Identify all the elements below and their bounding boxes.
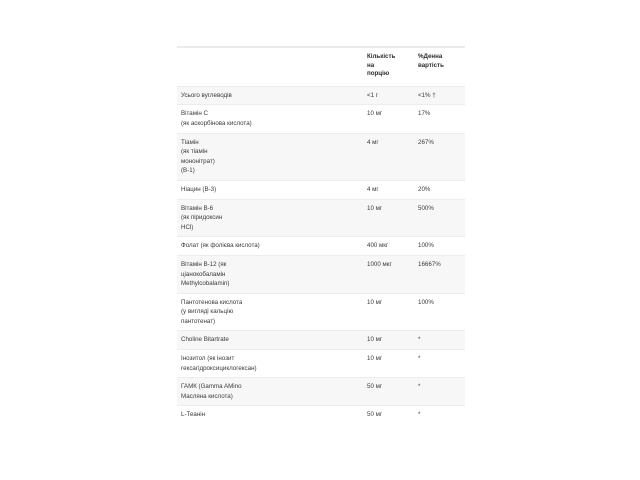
- nutrient-name-line: Ніацин (B-3): [181, 185, 217, 193]
- table-row: [177, 406, 465, 424]
- nutrient-name-line: L-Теанін: [181, 411, 206, 419]
- nutrient-name-line: Усього вуглеводів: [181, 91, 232, 99]
- table-body: [177, 86, 465, 424]
- nutrient-name-cell: [177, 199, 363, 237]
- nutrient-name-line: Фолат (як фолієва кислота): [181, 242, 260, 250]
- nutrient-name-lines: [181, 204, 360, 233]
- nutrient-name-line: (у вигляді кальцію: [181, 308, 234, 316]
- amount-per-serving-cell: 10 мг: [363, 293, 414, 331]
- column-header-amount-line: Кількість: [367, 53, 396, 60]
- table-row: [177, 331, 465, 350]
- nutrient-name-lines: [181, 138, 360, 176]
- daily-value-cell: 17%: [414, 105, 465, 133]
- nutrient-name-line: (як аскорбінова кислота): [181, 119, 252, 127]
- nutrient-name-line: (як тіамін: [181, 148, 208, 156]
- nutrient-name-cell: [177, 105, 363, 133]
- amount-per-serving-cell: 4 мг: [363, 133, 414, 180]
- amount-per-serving-cell: 10 мг: [363, 331, 414, 350]
- amount-per-serving-cell: 1000 мкг: [363, 255, 414, 293]
- table-row: [177, 133, 465, 180]
- amount-per-serving-cell: <1 г: [363, 86, 414, 105]
- amount-per-serving-cell: 10 мг: [363, 105, 414, 133]
- nutrient-name-cell: [177, 378, 363, 406]
- table-row: [177, 293, 465, 331]
- nutrient-name-line: Інозитол (як інозит: [181, 355, 235, 363]
- nutrient-name-line: Methylcobalamin): [181, 280, 230, 288]
- nutrient-name-line: Вітамін B-6: [181, 204, 214, 212]
- nutrient-name-cell: [177, 406, 363, 424]
- table-header: [177, 47, 465, 86]
- table-row: [177, 180, 465, 199]
- nutrient-name-line: ГАМК (Gamma AMino: [181, 383, 242, 391]
- nutrient-name-cell: [177, 255, 363, 293]
- supplement-facts-table: [177, 46, 465, 424]
- table-row: [177, 86, 465, 105]
- daily-value-cell: *: [414, 350, 465, 378]
- nutrient-name-line: ціанокобаламін: [181, 270, 226, 278]
- nutrient-name-cell: [177, 86, 363, 105]
- nutrient-name-lines: [181, 91, 360, 101]
- nutrient-name-cell: [177, 133, 363, 180]
- nutrient-name-line: гексагідроксициклогексан): [181, 364, 257, 372]
- nutrient-name-lines: [181, 109, 360, 128]
- column-header-daily-value: [414, 47, 465, 86]
- column-header-amount-lines: [367, 53, 411, 79]
- daily-value-cell: 16667%: [414, 255, 465, 293]
- nutrient-name-line: HCl): [181, 223, 194, 231]
- column-header-dv-line: %Денна: [418, 53, 443, 60]
- table-row: [177, 255, 465, 293]
- nutrient-name-lines: [181, 185, 360, 195]
- nutrient-name-line: (як піридоксин: [181, 214, 223, 222]
- daily-value-cell: 100%: [414, 293, 465, 331]
- nutrient-name-line: Choline Bitartrate: [181, 336, 229, 344]
- nutrient-name-line: Тіамін: [181, 138, 199, 146]
- column-header-amount-line: на: [367, 61, 375, 69]
- nutrient-name-lines: [181, 298, 360, 327]
- nutrient-name-line: мононітрат): [181, 157, 215, 165]
- nutrient-name-line: Вітамін С: [181, 110, 208, 118]
- amount-per-serving-cell: 50 мг: [363, 378, 414, 406]
- daily-value-cell: <1% †: [414, 86, 465, 105]
- table-row: [177, 199, 465, 237]
- column-header-dv-line: вартість: [418, 61, 444, 69]
- nutrient-name-cell: [177, 180, 363, 199]
- amount-per-serving-cell: 400 мкг: [363, 237, 414, 256]
- nutrient-name-line: пантотенат): [181, 317, 216, 325]
- column-header-nutrient: [177, 47, 363, 86]
- daily-value-cell: *: [414, 378, 465, 406]
- nutrient-name-lines: [181, 335, 360, 345]
- daily-value-cell: 20%: [414, 180, 465, 199]
- column-header-dv-lines: [418, 53, 462, 70]
- column-header-amount-line: порцію: [367, 70, 390, 78]
- nutrient-name-lines: [181, 260, 360, 289]
- nutrient-name-cell: [177, 237, 363, 256]
- nutrient-name-lines: [181, 410, 360, 420]
- daily-value-cell: *: [414, 406, 465, 424]
- nutrient-name-line: Пантотенова кислота: [181, 298, 243, 306]
- nutrient-name-lines: [181, 241, 360, 251]
- amount-per-serving-cell: 50 мг: [363, 406, 414, 424]
- nutrient-name-lines: [181, 382, 360, 401]
- amount-per-serving-cell: 10 мг: [363, 199, 414, 237]
- daily-value-cell: 267%: [414, 133, 465, 180]
- daily-value-cell: 500%: [414, 199, 465, 237]
- daily-value-cell: *: [414, 331, 465, 350]
- nutrient-name-line: Масляна кислота): [181, 392, 233, 400]
- nutrient-name-cell: [177, 331, 363, 350]
- daily-value-cell: 100%: [414, 237, 465, 256]
- nutrient-name-cell: [177, 350, 363, 378]
- nutrient-name-lines: [181, 354, 360, 373]
- table-row: [177, 378, 465, 406]
- amount-per-serving-cell: 4 мг: [363, 180, 414, 199]
- table-row: [177, 350, 465, 378]
- nutrient-name-cell: [177, 293, 363, 331]
- amount-per-serving-cell: 10 мг: [363, 350, 414, 378]
- table-row: [177, 237, 465, 256]
- table-row: [177, 105, 465, 133]
- nutrient-name-line: (B-1): [181, 167, 195, 175]
- column-header-amount-per-serving: [363, 47, 414, 86]
- nutrient-name-line: Вітамін B-12 (як: [181, 260, 227, 268]
- table-header-row: [177, 47, 465, 86]
